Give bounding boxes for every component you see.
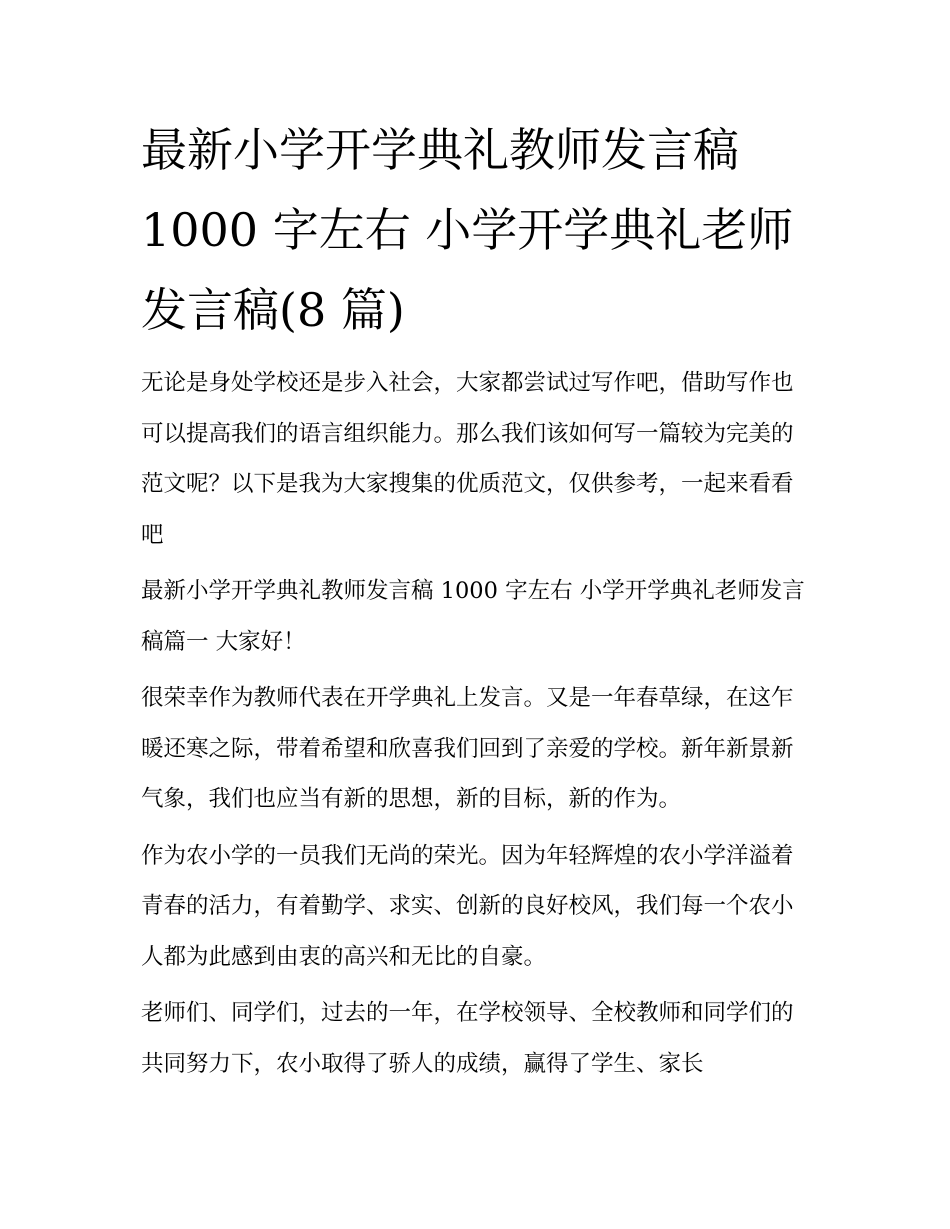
paragraph-pride: 作为农小学的一员我们无尚的荣光。因为年轻辉煌的农小学洋溢着青春的活力，有着勤学、求实、创新的良好校风，我们每一个农小人都为此感到由衷的高兴和无比的自豪。 — [141, 842, 794, 970]
paragraph-intro: 无论是身处学校还是步入社会，大家都尝试过写作吧，借助写作也可以提高我们的语言组织能力。那么我们该如何写一篇较为完美的范文呢？以下是我为大家搜集的优质范文，仅供参考，一起来看看吧 — [141, 370, 794, 548]
document-title: 最新小学开学典礼教师发言稿 1000 字左右 小学开学典礼老师发言稿(8 篇) — [141, 123, 794, 337]
paragraph-achievements: 老师们、同学们，过去的一年，在学校领导、全校教师和同学们的共同努力下，农小取得了骄人的成绩，赢得了学生、家长 — [141, 1000, 794, 1077]
document-content — [141, 110, 813, 1089]
paragraph-honor: 很荣幸作为教师代表在开学典礼上发言。又是一年春草绿，在这乍暖还寒之际，带着希望和欣喜我们回到了亲爱的学校。新年新景新气象，我们也应当有新的思想，新的目标，新的作为。 — [141, 685, 794, 812]
paragraph-heading-greeting: 最新小学开学典礼教师发言稿 1000 字左右 小学开学典礼老师发言稿篇一 大家好！ — [141, 578, 805, 655]
